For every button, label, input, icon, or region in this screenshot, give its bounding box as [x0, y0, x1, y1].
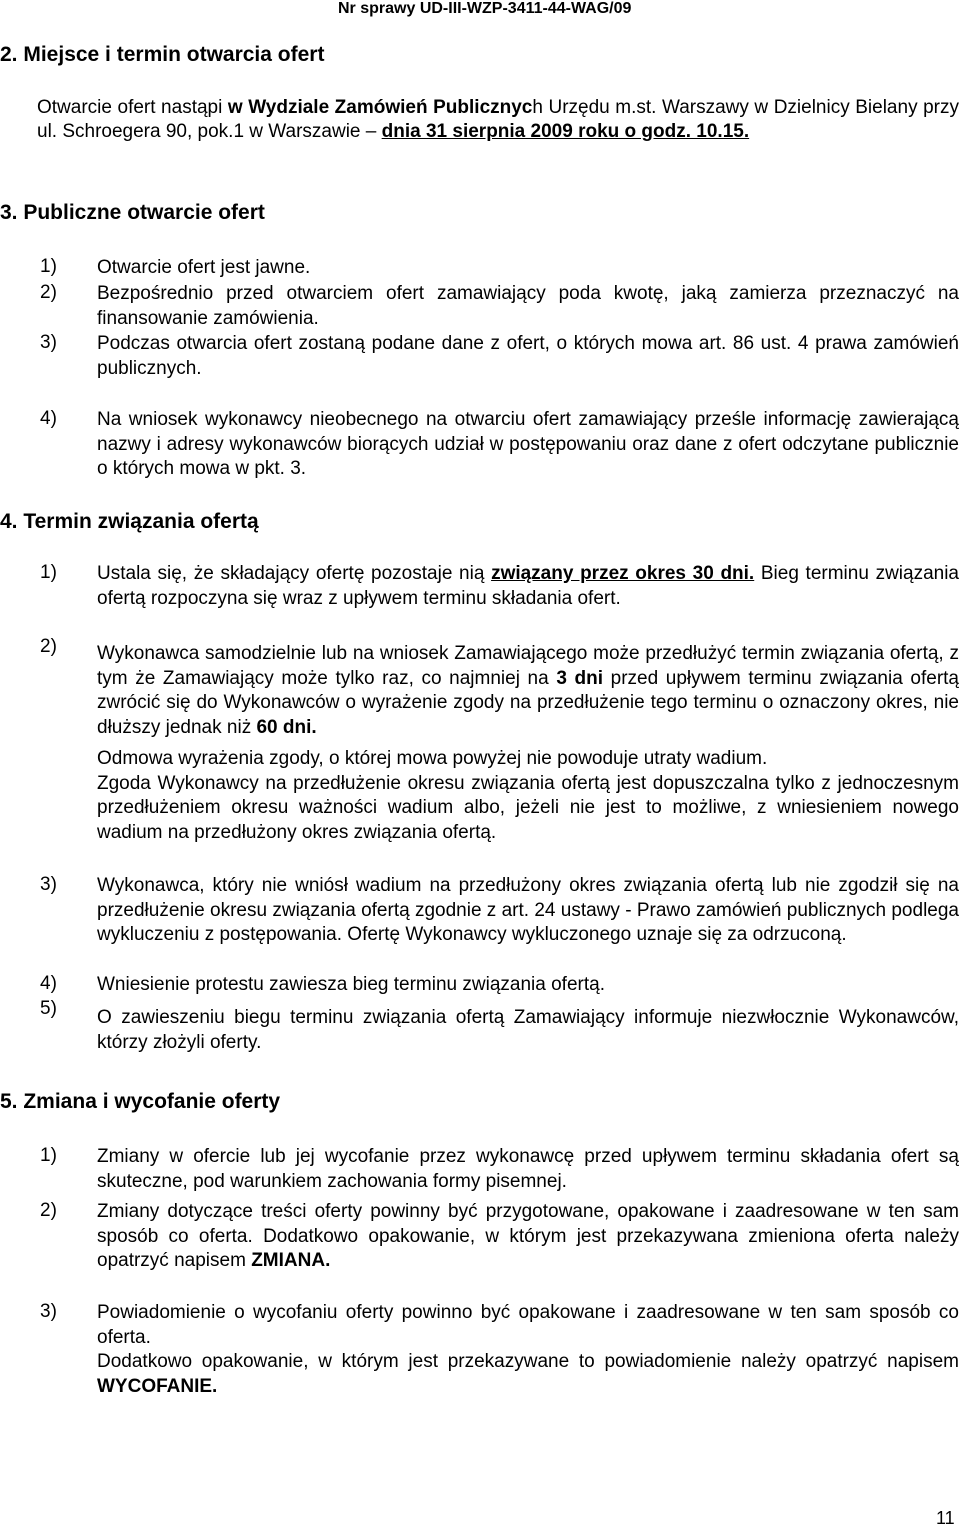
- section-5-title: 5. Zmiana i wycofanie oferty: [0, 1090, 281, 1113]
- item-text: Bezpośrednio przed otwarciem ofert zamawiający poda kwotę, jaką zamierza przeznaczyć na finansowanie zamówienia.: [97, 283, 959, 329]
- item-number: 4): [40, 408, 57, 429]
- item-text: Zmiany w ofercie lub jej wycofanie przez wykonawcę przed upływem terminu składania ofert są skuteczne, pod warunkiem zachowania formy pisemnej.: [97, 1146, 959, 1192]
- s4-i2-refusal: Odmowa wyrażenia zgody, o której mowa powyżej nie powoduje utraty wadium.: [97, 748, 768, 769]
- s4-i1-text-2: Bieg terminu związania ofertą rozpoczyna się wraz z upływem terminu składania ofert.: [97, 563, 959, 609]
- item-text: [97, 1301, 959, 1399]
- page-number: 11: [936, 1508, 955, 1528]
- s2-text-1: Otwarcie ofert nastąpi: [37, 97, 228, 118]
- s5-i3-text-2: Dodatkowo opakowanie, w którym jest przekazywane to powiadomienie należy opatrzyć napisem: [97, 1351, 959, 1372]
- case-number-header: Nr sprawy UD-III-WZP-3411-44-WAG/09: [338, 0, 632, 17]
- item-text: O zawieszeniu biegu terminu związania ofertą Zamawiający informuje niezwłocznie Wykonawców, którzy złożyli oferty.: [97, 1007, 959, 1053]
- s2-bold-place: w Wydziale Zamówień Publicznyc: [227, 97, 533, 118]
- item-number: 1): [40, 562, 57, 583]
- s4-i2-text-2: przed upływem terminu związania ofertą zwrócić się do Wykonawców o wyrażenie zgody na przedłużenie tego terminu o oznaczony okres, nie dłuższy jednak niż: [97, 667, 959, 738]
- item-number: 2): [40, 282, 57, 303]
- item-text: [97, 562, 959, 611]
- item-number: 4): [40, 973, 57, 994]
- s5-zmiana: ZMIANA.: [251, 1250, 331, 1271]
- section-4-title: 4. Termin związania ofertą: [0, 510, 259, 533]
- s4-i2-consent: Zgoda Wykonawcy na przedłużenie okresu związania ofertą jest dopuszczalna tylko z jednoczesnym przedłużeniem okresu ważności wadium albo, jeżeli nie jest to możliwe, z wniesieniem nowego wadium na przedłużony okres związania ofertą.: [97, 772, 959, 843]
- s2-date: dnia 31 sierpnia 2009 roku o godz. 10.15.: [381, 121, 750, 142]
- item-number: 1): [40, 256, 57, 277]
- item-number: 3): [40, 1301, 57, 1322]
- item-number: 3): [40, 874, 57, 895]
- section-2-paragraph: [37, 96, 959, 144]
- s4-3-days: 3 dni: [556, 667, 603, 689]
- s4-i1-text: Ustala się, że składający ofertę pozostaje nią: [97, 563, 492, 584]
- item-text: Wniesienie protestu zawiesza bieg terminu związania ofertą.: [97, 974, 605, 995]
- item-text: Na wniosek wykonawcy nieobecnego na otwarciu ofert zamawiający prześle informację zawierającą nazwy i adresy wykonawców biorących udział w postępowaniu oraz dane z ofert odczytane publicznie o których mowa w pkt. 3.: [97, 409, 959, 479]
- item-number: 5): [40, 998, 57, 1019]
- item-number: 3): [40, 332, 57, 353]
- s4-i2-text: Wykonawca samodzielnie lub na wniosek Zamawiającego może przedłużyć termin związania ofertą, z tym że Zamawiający może tylko raz, co najmniej na: [97, 643, 959, 689]
- s5-i3-text: Powiadomienie o wycofaniu oferty powinno być opakowane i zaadresowane w ten sam sposób co oferta.: [97, 1302, 959, 1348]
- item-number: 2): [40, 636, 57, 657]
- s2-text-2: h Urzędu m.st. Warszawy w Dzielnicy Bielany przy ul. Schroegera 90, pok.1 w Warszawie –: [37, 97, 959, 142]
- item-text: Otwarcie ofert jest jawne.: [97, 257, 311, 278]
- s5-wycofanie: WYCOFANIE.: [97, 1375, 218, 1397]
- item-text: [97, 642, 959, 845]
- section-2-title: 2. Miejsce i termin otwarcia ofert: [0, 43, 325, 66]
- item-number: 1): [40, 1145, 57, 1166]
- s4-60-days: 60 dni.: [256, 716, 317, 738]
- item-text: Wykonawca, który nie wniósł wadium na przedłużony okres związania ofertą lub nie zgodził się na przedłużenie okresu związania ofertą zgodnie z art. 24 ustawy - Prawo zamówień publicznych podlega wykluczeniu z postępowania. Ofertę Wykonawcy wykluczonego uznaje się za odrzuconą.: [97, 875, 959, 945]
- item-text: [97, 1200, 959, 1274]
- item-number: 2): [40, 1200, 57, 1221]
- s5-i2-text: Zmiany dotyczące treści oferty powinny być przygotowane, opakowane i zaadresowane w ten sam sposób co oferta. Dodatkowo opakowanie, w którym jest przekazywana zmieniona oferta należy opatrzyć napisem: [97, 1201, 959, 1271]
- s4-binding-period: związany przez okres 30 dni.: [491, 563, 755, 584]
- item-text: Podczas otwarcia ofert zostaną podane dane z ofert, o których mowa art. 86 ust. 4 prawa zamówień publicznych.: [97, 333, 959, 379]
- section-3-title: 3. Publiczne otwarcie ofert: [0, 201, 265, 224]
